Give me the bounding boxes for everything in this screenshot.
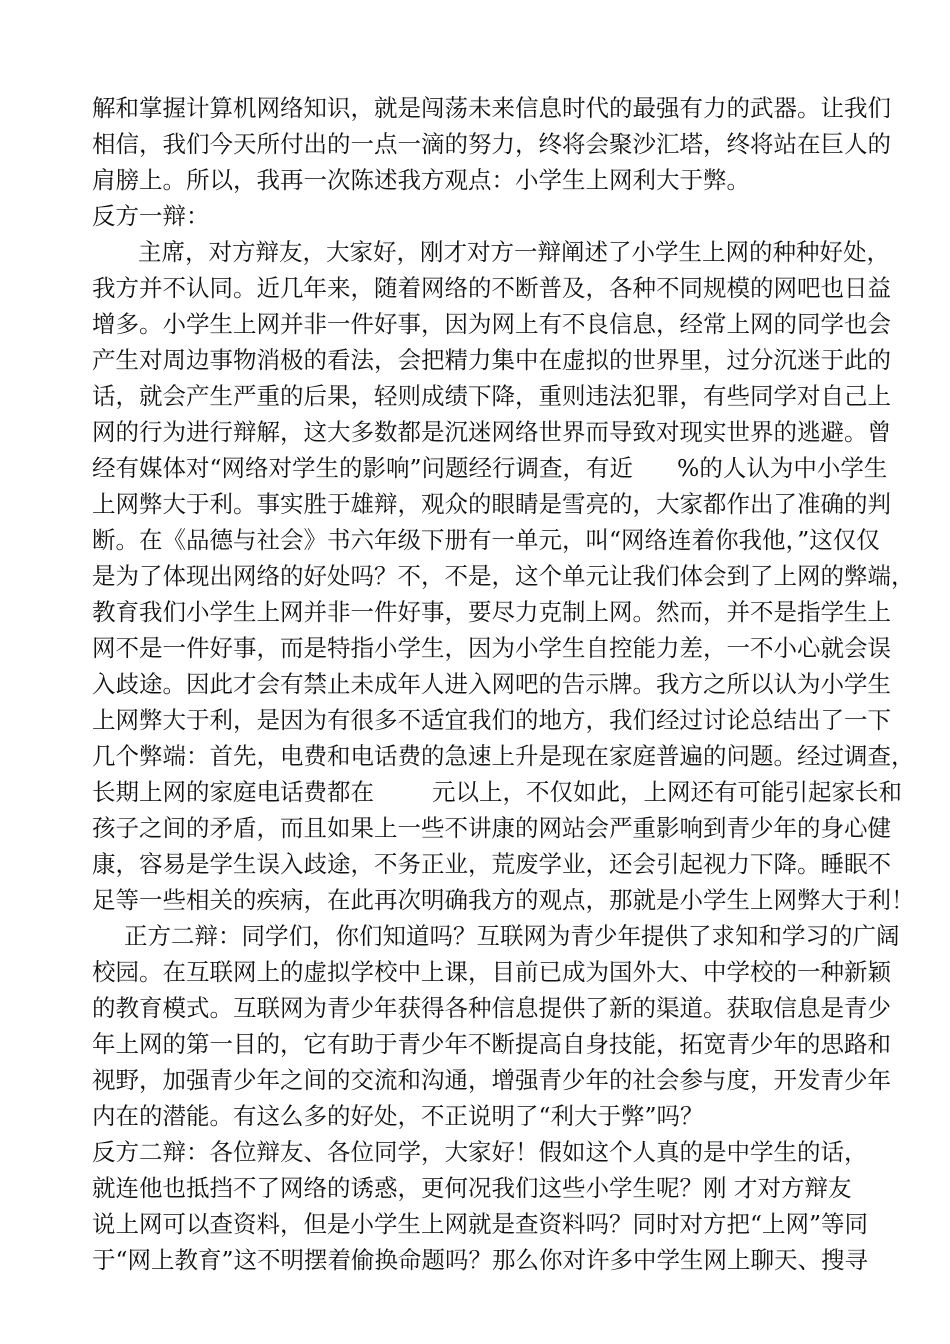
text-line: 断。在《品德与社会》书六年级下册有一单元，叫“网络连着你我他，”这仅仅 [92,526,880,554]
text-line: 说上网可以查资料，但是小学生上网就是查资料吗？同时对方把“上网”等同 [92,1210,869,1238]
text-line: 几个弊端：首先，电费和电话费的急速上升是现在家庭普遍的问题。经过调查， [92,742,915,770]
text-segment: %的人认为中小学生 [677,454,888,482]
text-line: 我方并不认同。近几年来，随着网络的不断普及，各种不同规模的网吧也日益 [92,274,891,302]
text-line: 康，容易是学生误入歧途，不务正业，荒废学业，还会引起视力下降。睡眠不 [92,850,891,878]
text-line [92,774,902,810]
text-line: 足等一些相关的疾病，在此再次明确我方的观点，那就是小学生上网弊大于利！ [92,886,915,914]
text-line: 是为了体现出网络的好处吗？不，不是，这个单元让我们体会到了上网的弊端， [92,562,915,590]
text-segment: 长期上网的家庭电话费都在 [92,778,374,806]
text-line: 肩膀上。所以，我再一次陈述我方观点：小学生上网利大于弊。 [92,166,750,194]
text-segment: 经有媒体对“网络对学生的影响”问题经行调查，有近 [92,454,634,482]
text-line: 就连他也抵挡不了网络的诱惑，更何况我们这些小学生呢？刚 才对方辩友 [92,1174,852,1202]
text-line [92,450,887,486]
text-line: 网的行为进行辩解，这大多数都是沉迷网络世界而导致对现实世界的逃避。曾 [92,418,891,446]
text-line: 增多。小学生上网并非一件好事，因为网上有不良信息，经常上网的同学也会 [92,310,891,338]
text-line: 相信，我们今天所付出的一点一滴的努力，终将会聚沙汇塔，终将站在巨人的 [92,130,891,158]
text-line: 解和掌握计算机网络知识，就是闯荡未来信息时代的最强有力的武器。让我们 [92,94,891,122]
text-line: 主席，对方辩友，大家好，刚才对方一辩阐述了小学生上网的种种好处， [138,238,890,266]
text-line: 网不是一件好事，而是特指小学生，因为小学生自控能力差，一不小心就会误 [92,634,891,662]
text-segment: 元以上，不仅如此，上网还有可能引起家长和 [432,778,902,806]
text-line: 年上网的第一目的，它有助于青少年不断提高自身技能，拓宽青少年的思路和 [92,1030,891,1058]
text-line: 入歧途。因此才会有禁止未成年人进入网吧的告示牌。我方之所以认为小学生 [92,670,891,698]
text-line: 上网弊大于利。事实胜于雄辩，观众的眼睛是雪亮的，大家都作出了准确的判 [92,490,891,518]
text-line: 的教育模式。互联网为青少年获得各种信息提供了新的渠道。获取信息是青少 [92,994,891,1022]
text-line: 产生对周边事物消极的看法，会把精力集中在虚拟的世界里，过分沉迷于此的 [92,346,891,374]
text-line: 上网弊大于利，是因为有很多不适宜我们的地方，我们经过讨论总结出了一下 [92,706,891,734]
text-line: 内在的潜能。有这么多的好处，不正说明了“利大于弊”吗？ [92,1102,704,1130]
text-line: 孩子之间的矛盾，而且如果上一些不讲康的网站会严重影响到青少年的身心健 [92,814,891,842]
text-line: 话，就会产生严重的后果，轻则成绩下降，重则违法犯罪，有些同学对自己上 [92,382,891,410]
text-line: 于“网上教育”这不明摆着偷换命题吗？那么你对许多中学生网上聊天、搜寻 [92,1246,869,1274]
text-line: 教育我们小学生上网并非一件好事，要尽力克制上网。然而，并不是指学生上 [92,598,891,626]
text-line: 正方二辩：同学们，你们知道吗？互联网为青少年提供了求知和学习的广阔 [124,922,900,950]
text-line: 视野，加强青少年之间的交流和沟通，增强青少年的社会参与度，开发青少年 [92,1066,891,1094]
speaker-heading: 反方一辩： [92,202,210,230]
text-line: 校园。在互联网上的虚拟学校中上课，目前已成为国外大、中学校的一种新颖 [92,958,891,986]
text-line: 反方二辩：各位辩友、各位同学，大家好！假如这个人真的是中学生的话， [92,1138,868,1166]
